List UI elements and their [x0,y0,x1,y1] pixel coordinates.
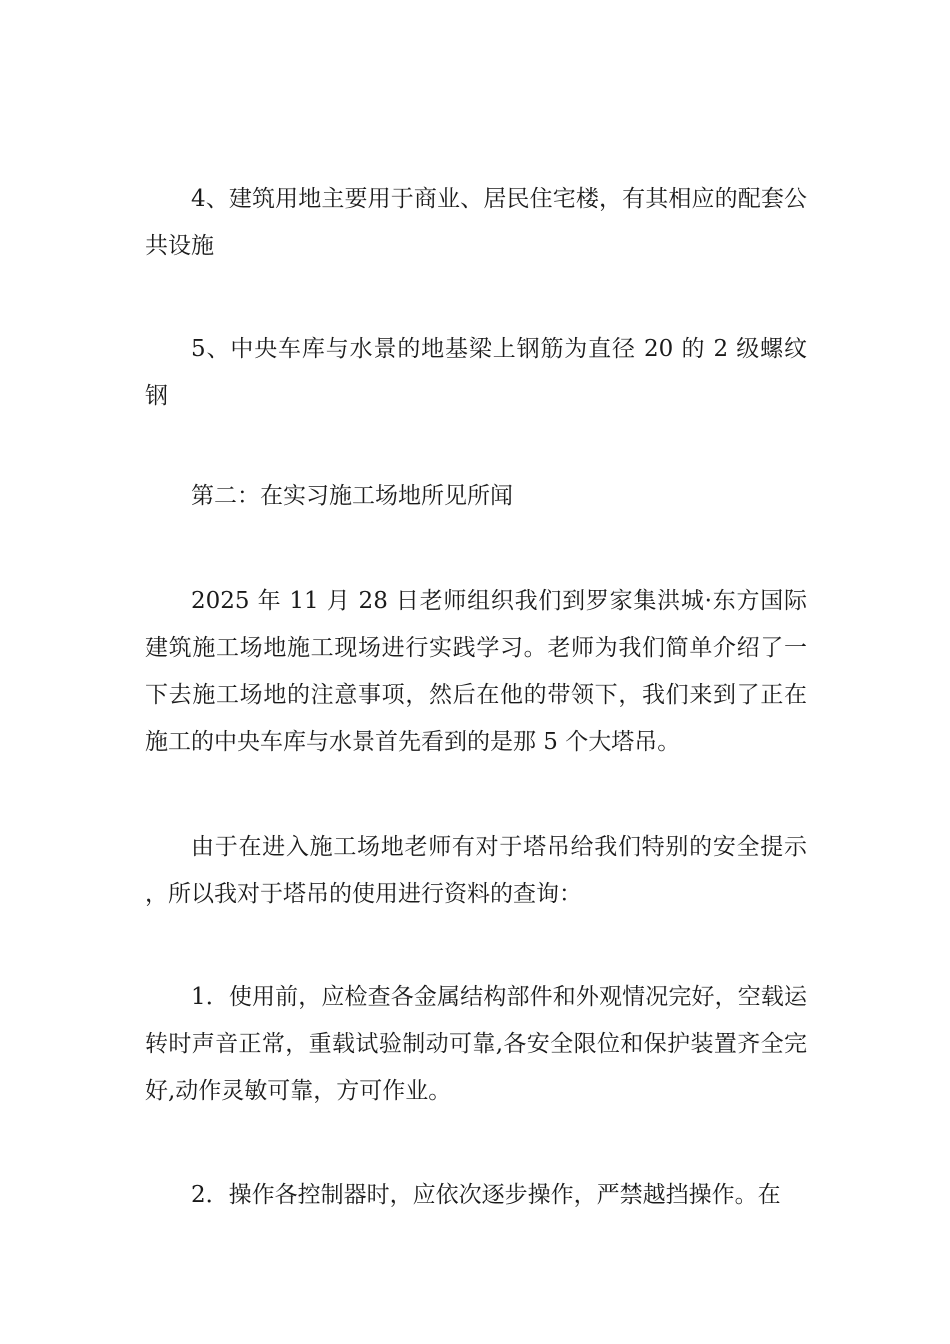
paragraph-site-visit: 2025 年 11 月 28 日老师组织我们到罗家集洪城·东方国际建筑施工场地施工现场进行实践学习。老师为我们简单介绍了一下去施工场地的注意事项，然后在他的带领下，我们来到了正在施工的中央车库与水景首先看到的是那 5 个大塔吊。 [145,588,807,755]
paragraph-rule-2: 2．操作各控制器时，应依次逐步操作，严禁越挡操作。在 [191,1182,781,1208]
paragraph-item-5: 5、中央车库与水景的地基梁上钢筋为直径 20 的 2 级螺纹钢 [145,336,807,409]
paragraph-item-4: 4、建筑用地主要用于商业、居民住宅楼，有其相应的配套公共设施 [145,186,807,259]
section-heading: 第二：在实习施工场地所见所闻 [191,483,513,509]
paragraph-rule-1: 1．使用前，应检查各金属结构部件和外观情况完好，空载运转时声音正常，重载试验制动可靠,各安全限位和保护装置齐全完好,动作灵敏可靠，方可作业。 [145,984,807,1104]
paragraph-safety-intro: 由于在进入施工场地老师有对于塔吊给我们特别的安全提示，所以我对于塔吊的使用进行资料的查询： [145,834,807,907]
document-page [145,176,807,1219]
